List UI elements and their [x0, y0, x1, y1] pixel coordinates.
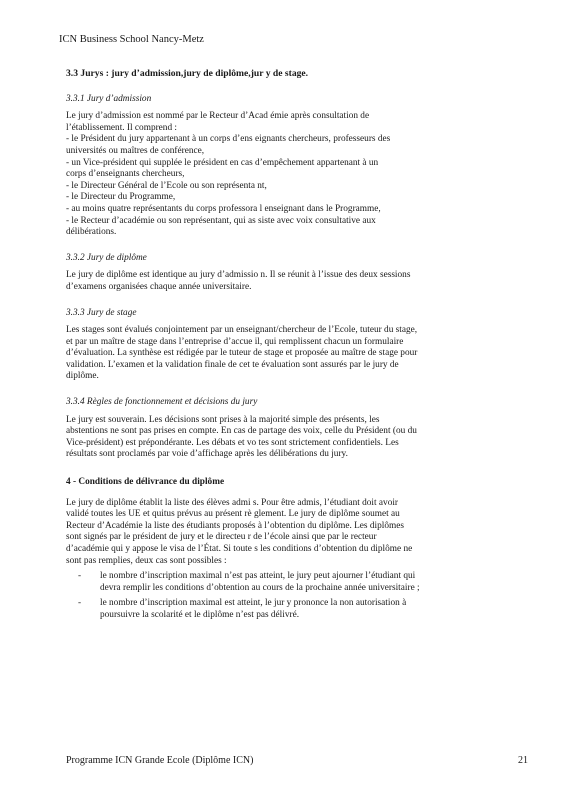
- section-title-conditions: 4 - Conditions de délivrance du diplôme: [66, 477, 225, 488]
- text-line: Le jury de diplôme est identique au jury d’admissio n. Il se réunit à l’issue des deux sessions: [66, 270, 411, 281]
- text-line: Vice-président) est prépondérante. Les débats et vo tes sont strictement confidentiels. Les: [66, 437, 399, 448]
- paragraph-stage: [66, 325, 496, 383]
- text-line: validation. L’examen et la validation finale de cet te évaluation sont assurés par le jury de: [66, 359, 399, 370]
- text-line: délibérations.: [66, 227, 117, 238]
- page-header: ICN Business School Nancy-Metz: [59, 34, 204, 45]
- conditions-case-list: [78, 571, 496, 621]
- text-line: Recteur d’Académie la liste des étudiants proposés à l’obtention du diplôme. Les diplômes: [66, 520, 404, 531]
- text-line: - un Vice-président qui supplée le président en cas d’empêchement appartenant à un: [66, 157, 379, 168]
- text-line: - le Directeur Général de l’Ecole ou son représenta nt,: [66, 180, 267, 191]
- footer-program-title: Programme ICN Grande Ecole (Diplôme ICN): [66, 755, 254, 766]
- list-item: [78, 571, 496, 594]
- list-bullet: -: [78, 598, 82, 609]
- paragraph-regles: [66, 415, 496, 461]
- text-line: et par un maître de stage dans l’entreprise d’accue il, qui remplissent chacun un formulaire: [66, 336, 404, 347]
- text-line: - le Directeur du Programme,: [66, 192, 176, 203]
- text-line: abstentions ne sont pas prises en compte. En cas de partage des voix, celle du Président (ou du: [66, 426, 417, 437]
- paragraph-admission: [66, 111, 496, 239]
- paragraph-diplome: [66, 270, 496, 293]
- page-content: [66, 68, 496, 626]
- list-bullet: -: [78, 571, 82, 582]
- paragraph-conditions: [66, 498, 496, 568]
- subsection-title-admission: 3.3.1 Jury d’admission: [66, 93, 152, 104]
- text-line: Le jury d’admission est nommé par le Recteur d’Acad émie après consultation de: [66, 111, 370, 122]
- list-item: [78, 598, 496, 621]
- subsection-title-diplome: 3.3.2 Jury de diplôme: [66, 252, 147, 263]
- page-number: 21: [518, 755, 528, 766]
- section-title-jurys: 3.3 Jurys : jury d’admission,jury de diplôme,jur y de stage.: [66, 68, 309, 79]
- text-line: le nombre d’inscription maximal n’est pas atteint, le jury peut ajourner l’étudiant qui: [100, 571, 416, 582]
- text-line: poursuivre la scolarité et le diplôme n’est pas délivré.: [100, 609, 300, 620]
- text-line: corps d’enseignants chercheurs,: [66, 169, 185, 180]
- text-line: Les stages sont évalués conjointement par un enseignant/chercheur de l’Ecole, tuteur du stage,: [66, 325, 418, 336]
- text-line: d’académie qui y appose le visa de l’État. Si toute s les conditions d’obtention du diplôme ne: [66, 544, 413, 554]
- text-line: d’examens organisées chaque année universitaire.: [66, 281, 252, 292]
- subsection-title-regles: 3.3.4 Règles de fonctionnement et décisions du jury: [66, 397, 258, 408]
- text-line: universités ou maîtres de conférence,: [66, 145, 205, 156]
- text-line: Le jury de diplôme établit la liste des élèves admi s. Pour être admis, l’étudiant doit avoir: [66, 497, 399, 508]
- text-line: résultats sont proclamés par voie d’affichage après les délibérations du jury.: [66, 449, 348, 460]
- text-line: devra remplir les conditions d’obtention au cours de la prochaine année universitaire ;: [100, 582, 420, 593]
- text-line: - le Président du jury appartenant à un corps d’ens eignants chercheurs, professeurs des: [66, 134, 391, 145]
- text-line: diplôme.: [66, 371, 99, 382]
- text-line: sont signés par le président de jury et le directeu r de l’école ainsi que par le recteur: [66, 532, 377, 543]
- text-line: le nombre d’inscription maximal est atteint, le jur y prononce la non autorisation à: [100, 598, 407, 609]
- text-line: - au moins quatre représentants du corps professora l enseignant dans le Programme,: [66, 203, 381, 214]
- text-line: - le Recteur d’académie ou son représentant, qui as siste avec voix consultative aux: [66, 215, 376, 226]
- text-line: validé toutes les UE et quitus prévus au présent rè glement. Le jury de diplôme soumet au: [66, 509, 400, 520]
- page-footer: [66, 755, 528, 766]
- text-line: sont pas remplies, deux cas sont possibles :: [66, 555, 227, 566]
- text-line: l’établissement. Il comprend :: [66, 122, 178, 133]
- text-line: Le jury est souverain. Les décisions sont prises à la majorité simple des présents, les: [66, 414, 380, 425]
- subsection-title-stage: 3.3.3 Jury de stage: [66, 307, 137, 318]
- text-line: d’évaluation. La synthèse est rédigée par le tuteur de stage et proposée au maître de stage pour: [66, 348, 418, 359]
